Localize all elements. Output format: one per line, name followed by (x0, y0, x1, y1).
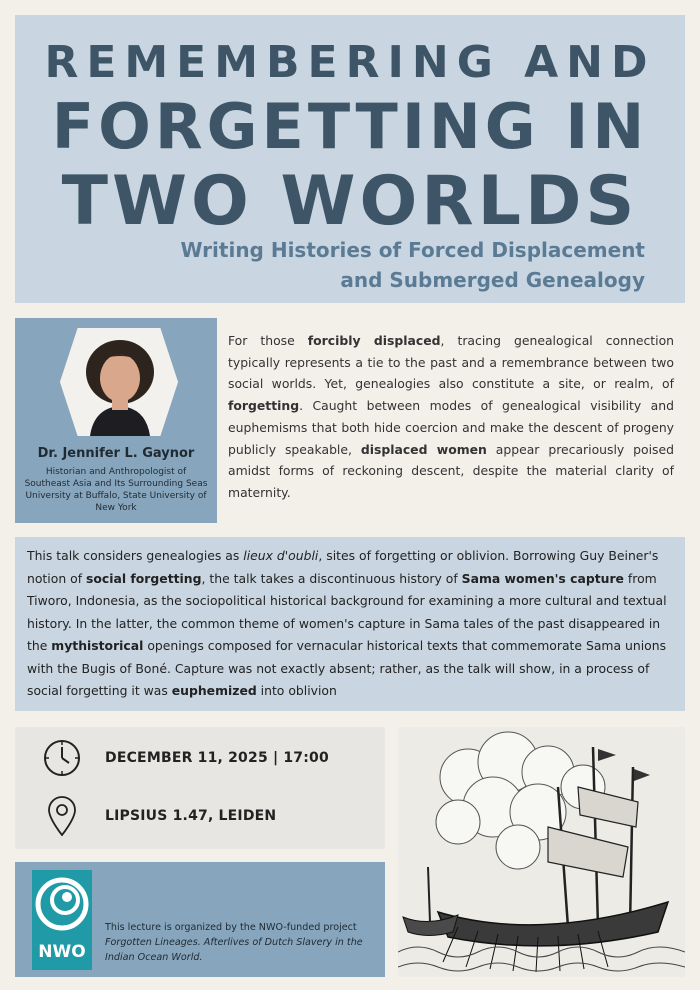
event-date: DECEMBER 11, 2025 | 17:00 (105, 750, 329, 766)
speaker-portrait-icon (60, 328, 178, 436)
speaker-name: Dr. Jennifer L. Gaynor (37, 446, 195, 461)
subtitle-line-2: and Submerged Genealogy (340, 268, 645, 292)
talk-description (15, 537, 685, 711)
talk-text: from Tiworo, Indonesia, as the sociopolitical historical background for examining a more cultural and textual history. In the latter, the common theme of women's capture in Sama tales of the past disappeared in the (27, 570, 667, 653)
ship-battle-engraving (398, 727, 685, 977)
talk-text: This talk considers genealogies as (27, 548, 244, 563)
event-location: LIPSIUS 1.47, LEIDEN (105, 808, 277, 824)
speaker-role: Historian and Anthropologist of Southeast Asia and Its Surrounding Seas University at Buffalo, State University of New York (24, 467, 208, 513)
talk-emphasis: social forgetting (86, 570, 202, 586)
intro-emphasis: forgetting (228, 398, 300, 414)
intro-text: appear precariously poised amidst forms of reckoning descent, despite the material clarity of maternity. (228, 441, 674, 500)
map-pin-icon (43, 795, 81, 837)
clock-icon (43, 739, 81, 777)
intro-paragraph (228, 330, 674, 504)
intro-emphasis: forcibly displaced (307, 333, 441, 348)
talk-emphasis: euphemized (171, 683, 257, 698)
talk-text: , sites of forgetting or oblivion. Borrowing Guy Beiner's notion of (27, 548, 659, 586)
title-line-3: TWO WORLDS (61, 162, 639, 241)
speaker-card (15, 318, 217, 523)
event-location-row (43, 795, 276, 837)
speaker-photo (60, 328, 178, 436)
title-line-2: FORGETTING IN (51, 90, 649, 163)
nwo-logo-text: NWO (38, 942, 86, 962)
talk-emphasis: mythistorical (51, 638, 144, 653)
intro-text: For those (228, 333, 308, 348)
event-date-row (43, 739, 329, 777)
intro-emphasis: displaced women (360, 441, 487, 457)
talk-emphasis: Sama women's capture (461, 570, 624, 586)
ship-engraving-icon (398, 727, 685, 977)
header-banner (15, 15, 685, 303)
event-info (15, 727, 385, 849)
talk-text: openings composed for vernacular historical texts that commemorate Sama unions with the Bugis of Boné. Capture was not exactly absent; rather, as the talk will show, in a process of social forgetting it was (27, 638, 667, 698)
title-line-1: REMEMBERING AND (44, 37, 656, 88)
intro-text: , tracing genealogical connection typically represents a tie to the past and a remembrance between two social worlds. Yet, genealogies also constitute a site, or realm, of (228, 333, 675, 392)
subtitle-line-1: Writing Histories of Forced Displacement (180, 238, 645, 262)
intro-text: . Caught between modes of genealogical visibility and euphemisms that both hide coercion and make the descent of progeny publicly speakable, (228, 398, 674, 457)
subtitle (85, 235, 645, 295)
organizer-intro: This lecture is organized by the NWO-funded project (105, 922, 357, 933)
talk-text: into oblivion (256, 683, 337, 698)
organizer-text (105, 920, 377, 965)
organizer-box (15, 862, 385, 977)
project-title: Forgotten Lineages. Afterlives of Dutch Slavery in the Indian Ocean World. (105, 937, 363, 963)
talk-italic: lieux d'oubli (243, 548, 319, 563)
nwo-logo (32, 870, 92, 970)
nwo-swirl-icon (32, 870, 92, 940)
talk-text: , the talk takes a discontinuous history of (201, 570, 462, 586)
